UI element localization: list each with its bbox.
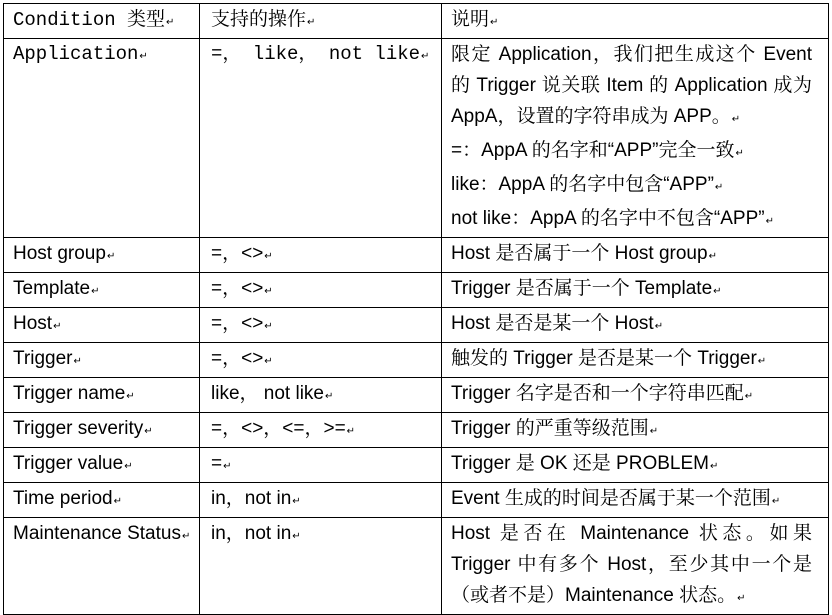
description-paragraph: [451, 203, 812, 237]
table-row-application: [4, 39, 829, 238]
condition-label: Trigger value: [13, 453, 124, 474]
description-text: =：AppA 的名字和“APP”完全一致: [451, 140, 735, 161]
paragraph-mark: ↵: [126, 391, 135, 402]
operators-text: in，not in: [211, 523, 292, 544]
paragraph-mark: ↵: [654, 321, 664, 332]
operators-cell: [200, 518, 442, 615]
operators-cell: [200, 448, 442, 483]
description-cell: [442, 273, 829, 308]
operators-cell: [200, 308, 442, 343]
table-row-maintenance-status: [4, 518, 829, 615]
operators-cell: [200, 378, 442, 413]
description-paragraph: [451, 518, 812, 614]
description-text: 触发的 Trigger 是否是某一个 Trigger: [451, 348, 757, 369]
operators-text: like， not like: [211, 383, 324, 404]
operators-cell: [200, 273, 442, 308]
condition-label: Host group: [13, 243, 106, 264]
table-row-trigger: [4, 343, 829, 378]
operators-text: =， like， not like: [211, 43, 421, 65]
paragraph-mark: ↵: [91, 286, 100, 297]
description-text: Trigger 名字是否和一个字符串匹配: [451, 383, 744, 404]
description-paragraph: [451, 135, 812, 169]
paragraph-mark: ↵: [744, 391, 754, 402]
paragraph-mark: ↵: [144, 426, 153, 437]
condition-cell: [4, 238, 200, 273]
description-paragraph: [451, 39, 812, 135]
table-row-template: [4, 273, 829, 308]
paragraph-mark: ↵: [307, 17, 316, 28]
paragraph-mark: ↵: [292, 531, 301, 542]
header-label: 支持的操作: [211, 9, 307, 30]
table-row-host: [4, 308, 829, 343]
condition-cell: [4, 273, 200, 308]
paragraph-mark: ↵: [713, 286, 722, 297]
condition-cell: [4, 343, 200, 378]
condition-cell: [4, 308, 200, 343]
condition-label: Trigger severity: [13, 418, 144, 439]
header-label: 说明: [451, 9, 490, 30]
operators-text: =，<>，<=，>=: [211, 418, 346, 439]
paragraph-mark: ↵: [757, 356, 767, 367]
description-text: Host 是否在 Maintenance 状态。如果 Trigger 中有多个 Host，至少其中一个是（或者不是）Maintenance 状态。: [451, 523, 812, 606]
description-cell: [442, 39, 829, 238]
condition-cell: [4, 518, 200, 615]
paragraph-mark: ↵: [649, 426, 659, 437]
operators-cell: [200, 238, 442, 273]
description-cell: [442, 448, 829, 483]
operators-text: =: [211, 453, 223, 474]
condition-label: Host: [13, 313, 53, 334]
description-text: Trigger 是 OK 还是 PROBLEM: [451, 453, 709, 474]
header-description: [442, 4, 829, 39]
description-paragraph: [451, 483, 812, 517]
description-paragraph: [451, 448, 812, 482]
description-paragraph: [451, 413, 812, 447]
condition-cell: [4, 413, 200, 448]
paragraph-mark: ↵: [325, 391, 334, 402]
paragraph-mark: ↵: [106, 251, 116, 262]
paragraph-mark: ↵: [166, 16, 175, 28]
description-text: like：AppA 的名字中包含“APP”: [451, 174, 714, 195]
paragraph-mark: ↵: [771, 496, 781, 507]
operators-cell: [200, 343, 442, 378]
condition-table: [3, 3, 829, 615]
description-cell: [442, 308, 829, 343]
condition-label: Trigger name: [13, 383, 126, 404]
description-cell: [442, 483, 829, 518]
condition-cell: [4, 378, 200, 413]
description-paragraph: [451, 169, 812, 203]
paragraph-mark: ↵: [264, 356, 273, 367]
paragraph-mark: ↵: [124, 461, 133, 472]
description-paragraph: [451, 343, 812, 377]
operators-text: in，not in: [211, 488, 292, 509]
condition-cell: [4, 483, 200, 518]
paragraph-mark: ↵: [490, 17, 499, 28]
paragraph-mark: ↵: [113, 496, 123, 507]
paragraph-mark: ↵: [765, 216, 774, 227]
description-paragraph: [451, 273, 812, 307]
description-text: not like：AppA 的名字中不包含“APP”: [451, 208, 765, 229]
description-paragraph: [451, 238, 812, 272]
description-text: Event 生成的时间是否属于某一个范围: [451, 488, 771, 509]
paragraph-mark: ↵: [737, 593, 746, 604]
operators-text: =，<>: [211, 313, 264, 334]
table-row-host-group: [4, 238, 829, 273]
condition-label: Template: [13, 278, 91, 299]
operators-text: =，<>: [211, 348, 264, 369]
operators-text: =，<>: [211, 278, 264, 299]
paragraph-mark: ↵: [346, 426, 356, 437]
paragraph-mark: ↵: [714, 182, 724, 193]
paragraph-mark: ↵: [139, 51, 148, 62]
table-row-trigger-severity: [4, 413, 829, 448]
operators-text: =，<>: [211, 243, 264, 264]
paragraph-mark: ↵: [292, 496, 301, 507]
description-text: Trigger 的严重等级范围: [451, 418, 649, 439]
header-label: Condition 类型: [13, 8, 166, 31]
description-text: Trigger 是否属于一个 Template: [451, 278, 713, 299]
operators-cell: [200, 483, 442, 518]
description-cell: [442, 238, 829, 273]
table-row-trigger-value: [4, 448, 829, 483]
operators-cell: [200, 413, 442, 448]
condition-label: Trigger: [13, 348, 73, 369]
condition-label: Time period: [13, 488, 113, 509]
table-row-time-period: [4, 483, 829, 518]
paragraph-mark: ↵: [735, 148, 744, 159]
paragraph-mark: ↵: [53, 321, 62, 332]
paragraph-mark: ↵: [421, 51, 430, 62]
description-cell: [442, 378, 829, 413]
condition-label: Maintenance Status: [13, 523, 181, 544]
paragraph-mark: ↵: [731, 114, 741, 125]
paragraph-mark: ↵: [709, 461, 719, 472]
condition-cell: [4, 39, 200, 238]
table-header-row: [4, 4, 829, 39]
description-paragraph: [451, 378, 812, 412]
paragraph-mark: ↵: [264, 321, 273, 332]
header-supported-operators: [200, 4, 442, 39]
description-cell: [442, 413, 829, 448]
paragraph-mark: ↵: [73, 356, 82, 367]
condition-label: Application: [13, 43, 139, 65]
description-cell: [442, 343, 829, 378]
header-condition-type: [4, 4, 200, 39]
paragraph-mark: ↵: [223, 461, 232, 472]
paragraph-mark: ↵: [181, 531, 191, 542]
condition-cell: [4, 448, 200, 483]
description-text: Host 是否属于一个 Host group: [451, 243, 708, 264]
description-text: 限定 Application，我们把生成这个 Event 的 Trigger 说关联 Item 的 Application 成为 AppA，设置的字符串成为 APP。: [451, 44, 812, 127]
table-row-trigger-name: [4, 378, 829, 413]
paragraph-mark: ↵: [708, 251, 717, 262]
paragraph-mark: ↵: [264, 286, 273, 297]
description-text: Host 是否是某一个 Host: [451, 313, 654, 334]
paragraph-mark: ↵: [264, 251, 273, 262]
description-paragraph: [451, 308, 812, 342]
description-cell: [442, 518, 829, 615]
operators-cell: [200, 39, 442, 238]
